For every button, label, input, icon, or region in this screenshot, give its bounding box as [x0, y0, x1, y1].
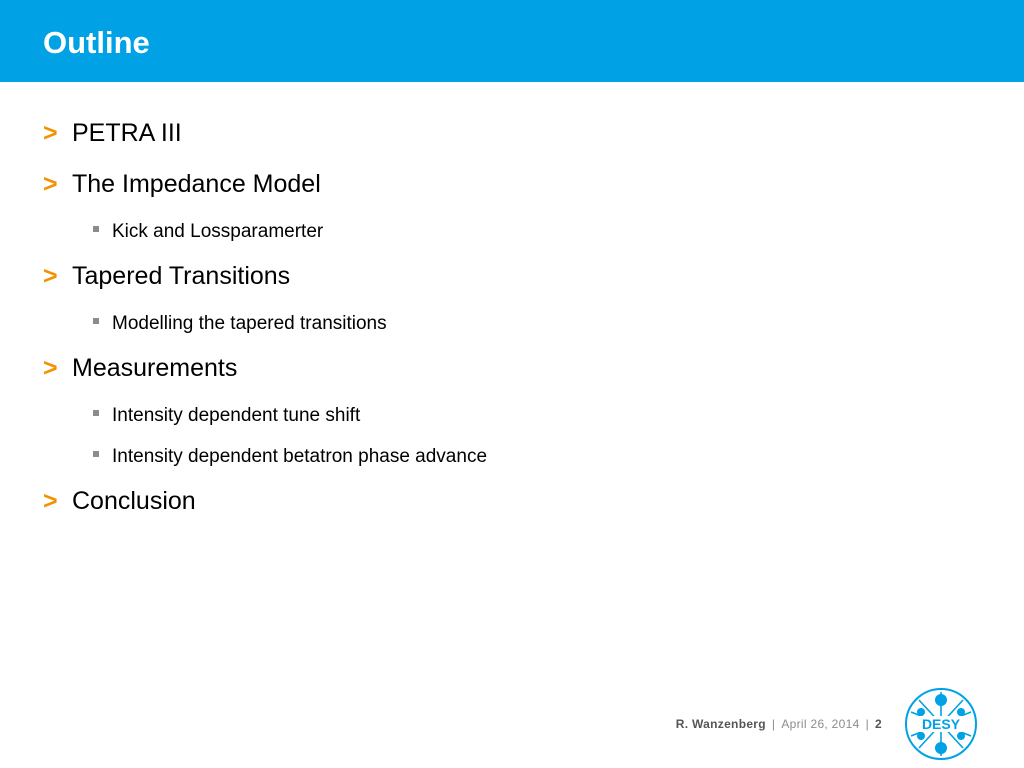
outline-item-impedance-model: [43, 169, 321, 199]
arrow-marker: >: [43, 262, 58, 290]
outline-item-conclusion: [43, 486, 196, 516]
footer-separator: |: [865, 717, 870, 731]
outline-item-label: Measurements: [72, 354, 238, 382]
outline-item-label: The Impedance Model: [72, 170, 321, 198]
outline-subitem: [93, 220, 323, 244]
outline-item-label: Tapered Transitions: [72, 262, 291, 290]
outline-subitem-label: Modelling the tapered transitions: [112, 313, 387, 334]
outline-item-label: Conclusion: [72, 487, 196, 515]
outline-subitem: [93, 312, 387, 336]
outline-item-tapered-transitions: [43, 261, 290, 291]
slide-title: Outline: [43, 25, 150, 60]
square-bullet-icon: [93, 318, 99, 324]
footer-author: R. Wanzenberg: [675, 717, 766, 731]
outline-item-petra: [43, 118, 182, 148]
arrow-marker: >: [43, 487, 58, 515]
outline-subitem: [93, 404, 360, 428]
outline-subitem: [93, 445, 487, 469]
slide-footer: [676, 717, 882, 731]
footer-date: April 26, 2014: [781, 717, 860, 731]
footer-separator: |: [771, 717, 776, 731]
outline-subitem-label: Kick and Lossparamerter: [112, 221, 324, 242]
square-bullet-icon: [93, 451, 99, 457]
arrow-marker: >: [43, 354, 58, 382]
outline-item-measurements: [43, 353, 237, 383]
square-bullet-icon: [93, 226, 99, 232]
logo-text: DESY: [921, 716, 961, 732]
outline-item-label: PETRA III: [72, 119, 182, 147]
arrow-marker: >: [43, 170, 58, 198]
outline-subitem-label: Intensity dependent betatron phase advance: [112, 446, 488, 467]
arrow-marker: >: [43, 119, 58, 147]
outline-subitem-label: Intensity dependent tune shift: [112, 405, 361, 426]
square-bullet-icon: [93, 410, 99, 416]
desy-logo-icon: [903, 686, 979, 762]
page-number: 2: [875, 717, 882, 731]
